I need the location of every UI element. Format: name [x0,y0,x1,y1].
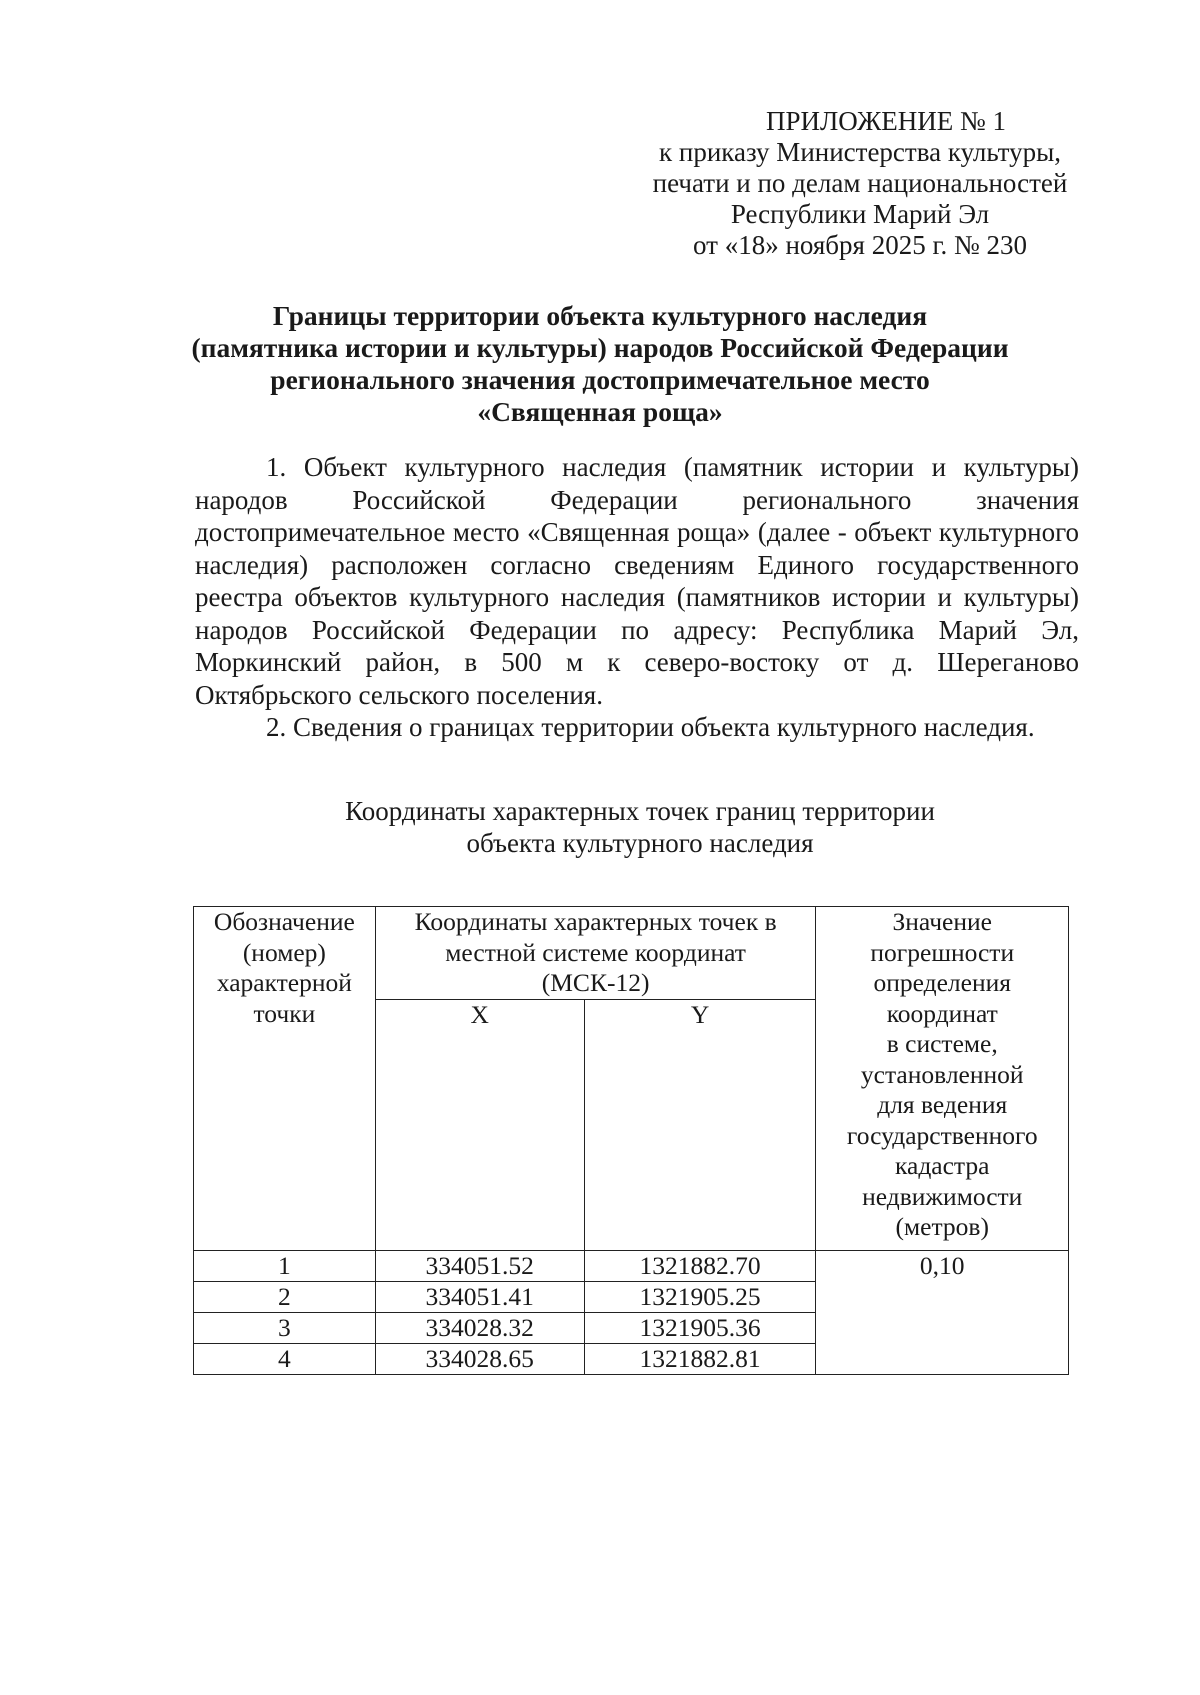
header-error-line: установленной [860,1059,1024,1089]
y-coordinate-cell: 1321905.25 [584,1282,816,1313]
y-coordinate-cell: 1321905.36 [584,1313,816,1344]
title-line-4: «Священная роща» [477,396,723,427]
x-coordinate-cell: 334051.41 [375,1282,584,1313]
body-text [195,451,1079,744]
x-coordinate-cell: 334028.32 [375,1313,584,1344]
appendix-date-line: от «18» ноября 2025 г. № 230 [693,230,1027,260]
header-error-line: для ведения [877,1090,1008,1119]
x-coordinate-cell: 334051.52 [375,1251,584,1282]
header-y-cell: Y [584,1000,816,1251]
header-error-line: кадастра [895,1151,990,1180]
header-x-cell: X [375,1000,584,1251]
header-point-cell [194,907,376,1251]
header-coords-line: (МСК-12) [541,968,650,997]
header-error-line: Значение [892,907,992,936]
y-coordinate-cell: 1321882.70 [584,1251,816,1282]
header-point-line: (номер) [242,937,326,967]
paragraph-1: 1. Объект культурного наследия (памятник истории и культуры) народов Российской Федерации регионального значения достопримечательное место «Священная роща» (далее - объект культурного наследия) расположен согласно сведениям Единого государственного реестра объектов культурного наследия (памятников истории и культуры) народов Российской Федерации по адресу: Республика Марий Эл, Моркинский район, в 500 м к северо-востоку от д. Шереганово Октябрьского сельского поселения. [195,452,1079,710]
coordinates-table [193,906,1069,1375]
point-number-cell: 2 [194,1282,376,1313]
y-coordinate-cell: 1321882.81 [584,1344,816,1375]
x-coordinate-cell: 334028.65 [375,1344,584,1375]
header-coords-line: местной системе координат [445,937,746,967]
header-point-line: Обозначение [213,907,355,936]
title-line-2: (памятника истории и культуры) народов Российской Федерации [191,332,1009,363]
paragraph-2: 2. Сведения о границах территории объекта культурного наследия. [266,712,1035,742]
appendix-ministry-line: печати и по делам национальностей [652,168,1068,198]
point-number-cell: 3 [194,1313,376,1344]
header-coords-cell [375,907,816,1000]
header-error-line: в системе, [886,1029,998,1058]
header-error-cell [816,907,1069,1251]
appendix-order-line: к приказу Министерства культуры, [659,137,1061,167]
header-error-line: (метров) [895,1212,989,1241]
appendix-number: ПРИЛОЖЕНИЕ № 1 [765,106,1007,136]
table-caption-line-1: Координаты характерных точек границ территории [345,796,935,826]
point-number-cell: 1 [194,1251,376,1282]
header-point-line: характерной [216,968,352,997]
title-line-3: регионального значения достопримечательное место [270,364,930,395]
document-title [150,300,1050,428]
header-error-line: определения [873,968,1011,997]
appendix-republic-line: Республики Марий Эл [730,199,990,229]
title-line-1: Границы территории объекта культурного наследия [272,300,928,331]
table-caption-line-2: объекта культурного наследия [466,828,814,858]
appendix-header [620,106,1100,261]
header-error-line: государственного [846,1120,1038,1150]
header-point-line: точки [253,998,316,1028]
table-row [194,1251,1069,1282]
header-coords-line: Координаты характерных точек в [414,907,777,936]
table-caption [220,795,1060,859]
header-error-line: погрешности [870,937,1015,967]
point-number-cell: 4 [194,1344,376,1375]
header-error-line: координат [886,998,998,1028]
header-error-line: недвижимости [862,1181,1023,1211]
error-value-cell: 0,10 [816,1251,1069,1375]
